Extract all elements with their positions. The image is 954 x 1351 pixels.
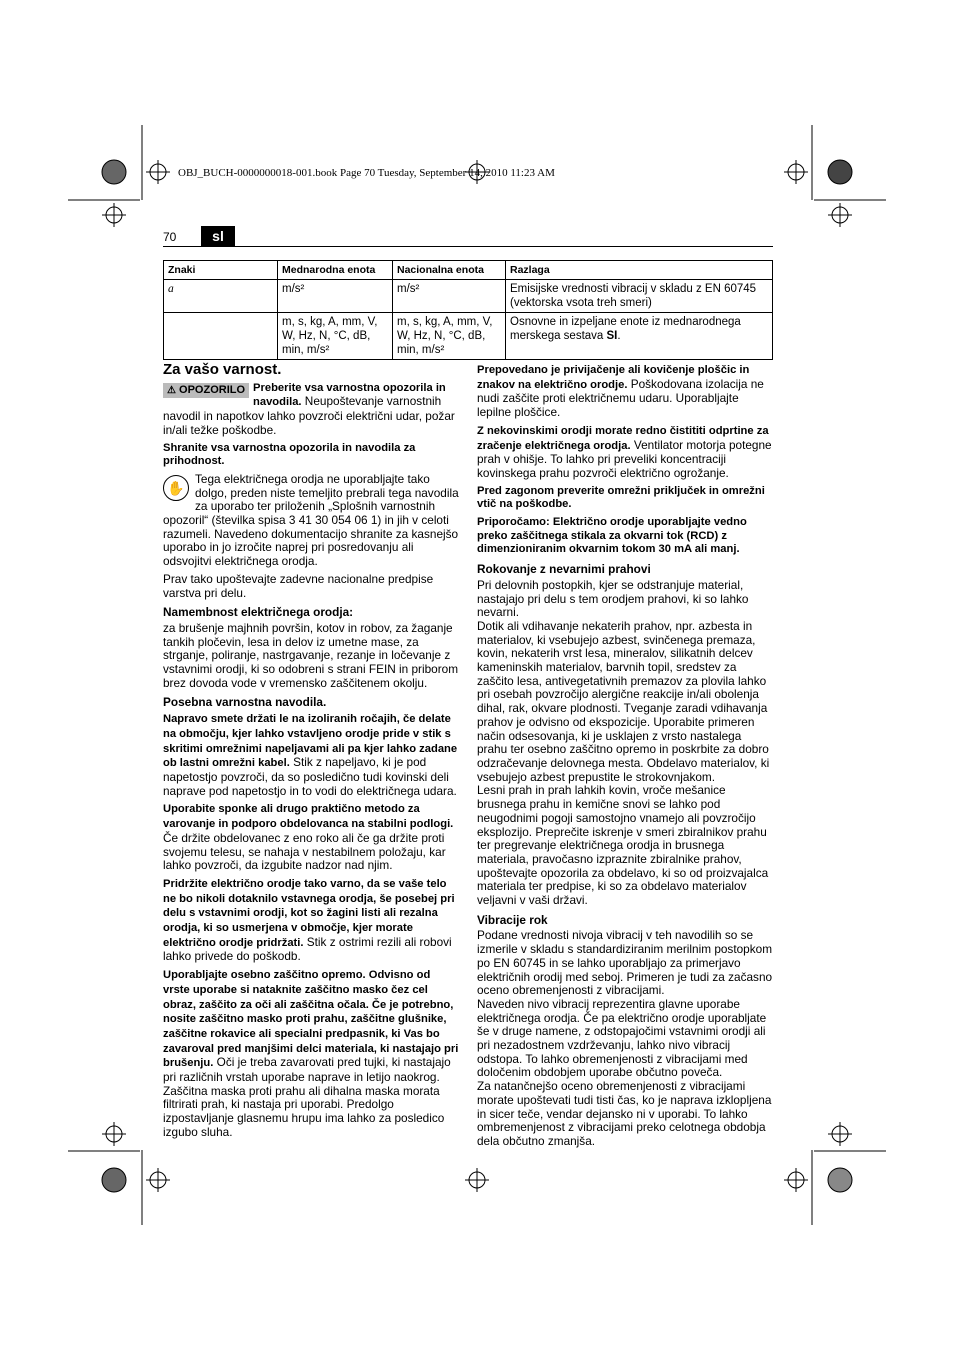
dust-paragraph: Dotik ali vdihavanje nekaterih prahov, npr. azbesta in materialov, ki vsebujejo azbest, svinčenega premaza, kovin, nekaterih vrst lesa, mineralov, silikatnih delcev kameninskih materialov, barvnih topil, sredstev za zaščito lesa, antivegetativnih premazov za plovila lahko pri osebah povzročijo alergične reakcije in/ali obolenja dihal, rak, okvare plodnosti. Tveganje zaradi vdihavanja prahov je odvisno od ekspozicije. Uporabite primeren način odsesovanja, ki je usklajen z vrsto nastalega prahu ter osebno zaščitno opremo in poskrbite za dobro odzračevanje delovnega mesta. Obdelavo materialov, ki vsebujejo azbest prepustite le strokovnjakom. [477, 618, 770, 784]
language-tab: sl [201, 226, 235, 246]
special-heading: Posebna varnostna navodila. [163, 695, 327, 710]
dust-paragraph: Pri delovnih postopkih, kjer se odstranjuje material, nastajajo pri delu s tem orodjem prahovi, ki so lahko nevarni. [477, 577, 749, 620]
read-manual-icon: ✋ [163, 475, 189, 501]
dust-paragraph: Lesni prah in prah lahkih kovin, vroče mešanice brusnega prahu in kemične snovi se lahko pod neugodnimi pogoji samostojno vnamejo ali povzročijo eksplozijo. Preprečite iskrenje v smeri zbiralnikov prahu ter pregrevanje električnega orodja in brusnega materiala, pravočasno izpraznite zbiralnike prahov, upoštevajte opozorila za obdelavo, ki so od proizvajalca materiala ter predpise, ki so za obdelavo materialov veljavni v vaši državi. [477, 783, 769, 908]
table-header: Nacionalna enota [393, 261, 506, 280]
table-row [164, 313, 773, 360]
vibration-paragraph: Podane vrednosti nivoja vibracij v teh navodilih so se izmerile v skladu s standardiziranim merilnim postopkom po EN 60745 in se lahko uporabljajo za primerjavo električnih orodij med seboj. Primeren je tudi za začasno oceno obremenjenosti z vibracijami. [477, 928, 773, 998]
manual-paragraph: ✋ Tega električnega orodja ne uporabljajte tako dolgo, preden niste temeljito prebrali tega navodila za uporabo ter priloženih „Splošnih varnostnih opozoril“ (številka spisa 3 41 30 054 06 1) in jih v celoti razumeli. Navedeno dokumentacijo shranite za kasnejšo uporabo in jo izročite naprej pri posredovanju ali odsvojitvi električnega orodja. [163, 471, 459, 569]
table-cell: m, s, kg, A, mm, V, W, Hz, N, °C, dB, min, m/s² [278, 313, 393, 360]
table-header-row [164, 261, 773, 280]
national-paragraph: Prav tako upoštevajte zadevne nacionalne predpise varstva pri delu. [163, 571, 434, 600]
table-row [164, 280, 773, 313]
print-info: OBJ_BUCH-0000000018-001.book Page 70 Tuesday, September 14, 2010 11:23 AM [178, 167, 555, 179]
table-header: Razlaga [506, 261, 773, 280]
symbols-table [163, 260, 773, 360]
table-cell [164, 313, 278, 360]
purpose-heading: Namembnost električnega orodja: [163, 605, 354, 620]
table-cell: Emisijske vrednosti vibracij v skladu z EN 60745 (vektorska vsota treh smeri) [506, 280, 773, 313]
safety-paragraph: Napravo smete držati le na izoliranih ročajih, če delate na območju, kjer lahko vstavljeno orodje pride v stik s skritimi omrežnimi napeljavami ali pa kjer lahko zadane ob lastni omrežni kabel. Stik z napeljavo, ki je pod napetostjo povzroči, da so posledično tudi kovinski deli naprave pod napetostjo in to vodi do električnega udara. [163, 713, 458, 798]
table-cell: m/s² [278, 280, 393, 313]
safety-paragraph: Pred zagonom preverite omrežni priključek in omrežni vtič na poškodbe. [477, 484, 765, 511]
table-header: Znaki [164, 261, 278, 280]
table-cell: a [164, 280, 278, 313]
safety-paragraph: Pridržite električno orodje tako varno, da se vaše telo ne bo nikoli dotaknilo vstavnega orodja, še posebej pri delu s vstavnimi orodji, kot so žagini listi ali rezalna orodja, ki so usmerjena v območje, kjer morate električno orodje pridržati. Stik z ostrimi rezili ali robovi lahko privede do poškodb. [163, 877, 455, 964]
table-cell: m/s² [393, 280, 506, 313]
vibration-paragraph: Naveden nivo vibracij reprezentira glavne uporabe električnega orodja. Če pa električno orodje uporabljate še v druge namene, z odstopajočimi vstavnimi orodji ali pri nezadostnem vzdrževanju, lahko nivo vibracij odstopa. To lahko obremenjenosti z vibracijami med določenim obdobjem uporabe občutno poveča. [477, 996, 767, 1080]
table-cell: Osnovne in izpeljane enote iz mednarodnega merskega sestava SI. [506, 313, 773, 360]
keep-instructions: Shranite vsa varnostna opozorila in navodila za prihodnost. [163, 441, 416, 468]
safety-paragraph: Prepovedano je privijačenje ali kovičenje ploščic in znakov na električno orodje. Poškodovana izolacija ne nudi zaščite proti električnemu udaru. Uporabljajte lepilne ploščice. [477, 364, 764, 420]
right-column [477, 363, 773, 1153]
vibration-heading: Vibracije rok [477, 912, 548, 927]
warning-paragraph: ⚠ OPOZORILO Preberite vsa varnostna opozorila in navodila. Neupoštevanje varnostnih navodil in napotkov lahko povzroči električni udar, požar in/ali težke poškodbe. [163, 381, 455, 437]
table-cell: m, s, kg, A, mm, V, W, Hz, N, °C, dB, min, m/s² [393, 313, 506, 360]
warning-badge: ⚠ OPOZORILO [163, 383, 249, 399]
left-column [163, 361, 459, 1144]
vibration-paragraph: Za natančnejšo oceno obremenjenosti z vibracijami morate upoštevati tudi tisti čas, ko je naprava izklopljena in sicer teče, vendar dejansko ni v uporabi. To lahko ombremenjenost z vibracijami preko celotnega obdobja dela občutno zmanjša. [477, 1079, 772, 1148]
dust-heading: Rokovanje z nevarnimi prahovi [477, 562, 651, 577]
table-header: Mednarodna enota [278, 261, 393, 280]
safety-paragraph: Uporabite sponke ali drugo praktično metodo za varovanje in podporo obdelovanca na stabilni podlogi. Če držite obdelovanec z eno roko ali če ga držite proti svojemu telesu, se nahaja v nestabilnem položaju, kar lahko povzroči, da izgubite nadzor nad njim. [163, 803, 454, 873]
safety-paragraph: Z nekovinskimi orodji morate redno čistititi odprtine za zračenje električnega orodja. Ventilator motorja potegne prah v ohišje. To lahko pri preveliki koncentraciji kovinskega prahu pozvroči električno ogrožanje. [477, 424, 772, 480]
page-number: 70 [163, 230, 177, 244]
section-title: Za vašo varnost. [163, 361, 282, 378]
warning-triangle-icon: ⚠ [167, 384, 176, 396]
safety-paragraph: Uporabljajte osebno zaščitno opremo. Odvisno od vrste uporabe si nataknite zaščitno masko čez cel obraz, zaščito za oči ali zaščitna očala. Če je potrebno, nosite zaščitno masko proti prahu, zaščitne glušnike, zaščitne rokavice ali specialni predpasnik, ki Vas bo zavaroval pred manjšimi delci materiala, ki nastajajo pri brušenju. Oči je treba zavarovati pred tujki, ki nastajajo pri različnih vrstah uporabe naprave in letijo naokrog. Zaščitna maska proti prahu ali dihalna maska morata filtrirati prah, ki nastaja pri uporabi. Predolgo izpostavljanje glasnemu hrupu ima lahko za posledico izgubo sluha. [163, 969, 459, 1139]
purpose-paragraph: za brušenje majhnih površin, kotov in robov, za žaganje tankih pločevin, lesa in delov iz umetne mase, za strganje, poliranje, nastrgavanje, rezanje in ločevanje z vstavnimi orodji, ki so odobreni s strani FEIN in priborom brez dovoda vode v vremensko zaščitenem okolju. [163, 620, 459, 690]
safety-paragraph: Priporočamo: Električno orodje uporabljajte vedno preko zaščitnega stikala za okvarni tok (RCD) z dimenzioniranim okvarnim tokom 30 mA ali manj. [477, 516, 747, 556]
header-rule [163, 246, 773, 247]
